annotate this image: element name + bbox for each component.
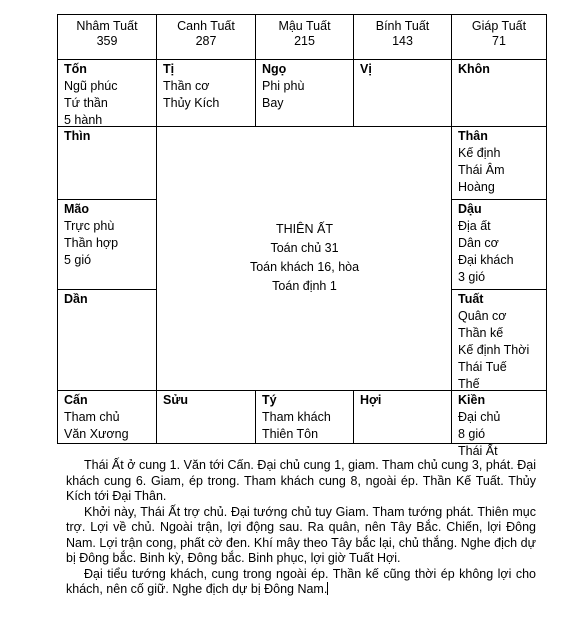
cell-thin: Thìn <box>64 129 91 143</box>
cell-dan: Dần <box>64 292 88 306</box>
cell-suu: Sửu <box>163 393 189 407</box>
justified-line: Kế định Thời <box>458 343 530 357</box>
cell-than: Thân Kế định Thái Âm Hoàng <box>458 129 505 194</box>
paragraph: Đại tiểu tướng khách, cung trong ngoài ép. Thần kế cũng thời ép không lợi cho khách, nên cố giữ. Nghe địch dự bị Đông Nam. <box>66 566 536 596</box>
cell-can: Cấn Tham chủ Văn Xương <box>64 393 129 441</box>
center-title: THIÊN ẤT <box>276 222 333 236</box>
header-cell-mau-tuat: Mậu Tuất 215 <box>278 19 331 48</box>
cell-mao: Mão Trực phù Thần hợp 5 gió <box>64 202 119 267</box>
paragraph: Khởi này, Thái Ất trợ chủ. Đại tướng chủ tuy Giam. Tham tướng phát. Thiên mục trợ. Lợi về chủ. Ngoài trận, lợi động sau. Ra quân, nên Tây Bắc. Chiến, lợi Đông Nam. Lợi trận cong, phất cờ đen. Khí mây theo Tây bắc lại, chủ thắng. Nghe địch dự bị Đông bắc. Binh kỳ, Đông bắc. Binh phục, lợi giờ Tuất Hợi. <box>66 504 536 565</box>
center-line: Toán chủ 31 <box>270 241 339 255</box>
center-line: Toán định 1 <box>272 279 337 293</box>
cell-khon: Khôn <box>458 62 490 76</box>
cell-ty: Tý Tham khách Thiên Tôn <box>262 393 331 441</box>
cell-hoi: Hợi <box>360 393 382 407</box>
center-line: Toán khách 16, hòa <box>249 260 360 274</box>
header-cell-giap-tuat: Giáp Tuất 71 <box>471 19 527 48</box>
cell-vi: Vị <box>360 62 372 76</box>
header-cell-canh-tuat: Canh Tuất 287 <box>177 19 235 48</box>
text-cursor <box>327 582 328 595</box>
center-panel <box>157 126 452 390</box>
cell-dau: Dậu Địa ất Dân cơ Đại khách 3 gió <box>458 202 514 284</box>
cell-ngo: Ngọ Phi phù Bay <box>262 62 305 110</box>
thai-at-chart-grid <box>57 14 547 458</box>
paragraph: Thái Ất ở cung 1. Văn tới Cấn. Đại chủ cung 1, giam. Tham chủ cung 3, phát. Đại khách cung 6. Giam, ép trong. Tham khách cung 8, ngoài ép. Thần Kế Tuất. Thủy Kích tới Đại Thân. <box>66 458 536 503</box>
cell-tuat: Tuất Quân cơ Thần kế Kế định Thời Thái Tuế Thế <box>452 290 546 390</box>
justified-line: Thái Tuế <box>458 360 507 374</box>
header-cell-binh-tuat: Bính Tuất 143 <box>375 19 430 48</box>
cell-kien: Kiền Đại chủ 8 gió Thái Ất <box>458 393 501 458</box>
body-text <box>66 458 536 598</box>
cell-ti: Tị Thần cơ Thủy Kích <box>163 62 220 110</box>
header-cell-nham-tuat: Nhâm Tuất 359 <box>76 19 138 48</box>
cell-ton: Tốn Ngũ phúc Tứ thần 5 hành <box>64 62 118 127</box>
